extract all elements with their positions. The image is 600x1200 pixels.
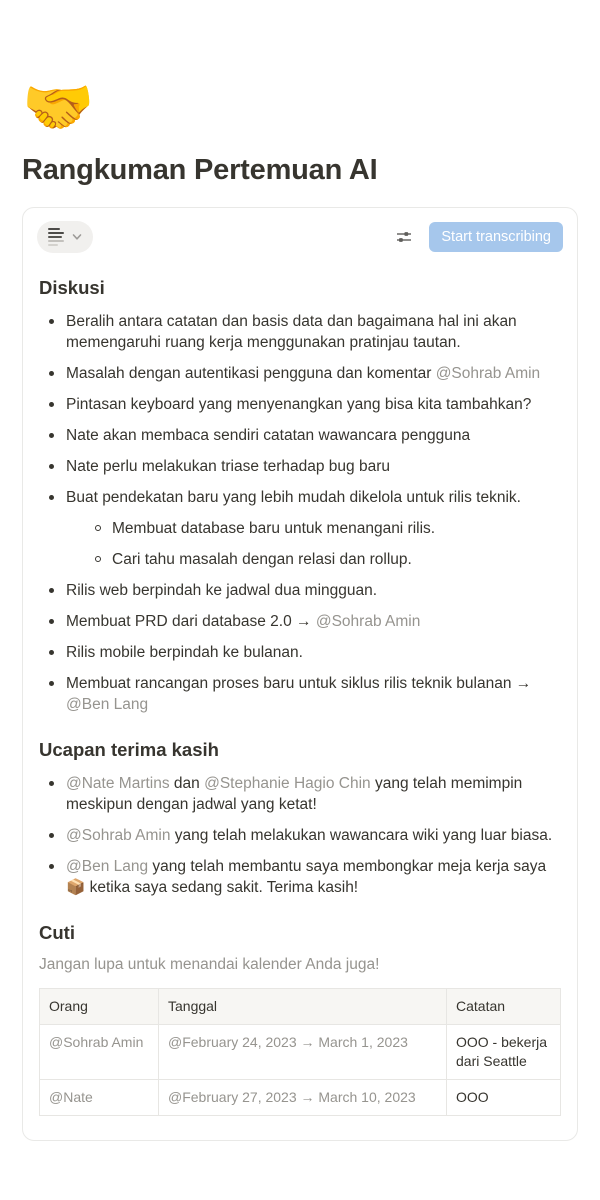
list-item (39, 773, 561, 815)
thanks-list (39, 773, 561, 898)
column-header: Catatan (447, 988, 561, 1024)
list-item (39, 425, 561, 446)
text-segment: Membuat database baru untuk menangani rilis. (112, 519, 436, 537)
list-item-text (66, 363, 561, 384)
timeoff-note: Jangan lupa untuk menandai kalender Anda juga! (39, 955, 380, 973)
toolbar-right-group (393, 222, 563, 252)
list-item-text (66, 825, 561, 846)
list-item (39, 642, 561, 663)
mention[interactable]: @Sohrab Amin (66, 826, 171, 844)
summary-lines-icon (48, 228, 65, 246)
list-item-text (66, 487, 561, 508)
text-segment: OOO - bekerja dari Seattle (456, 1033, 548, 1069)
mention[interactable]: @Sohrab Amin (315, 612, 421, 630)
mention[interactable]: @Ben Lang (66, 857, 149, 875)
column-header: Orang (40, 988, 159, 1024)
list-item (39, 394, 561, 415)
text-segment: OOO (456, 1088, 489, 1105)
text-segment: Masalah dengan autentikasi pengguna dan komentar (66, 364, 436, 382)
text-segment: Nate akan membaca sendiri catatan wawancara pengguna (66, 426, 471, 444)
list-item (39, 487, 561, 570)
card-toolbar (37, 221, 563, 253)
list-item-text (112, 518, 561, 539)
table-row (40, 1079, 561, 1115)
list-item (39, 580, 561, 601)
table-cell (447, 1024, 561, 1079)
section-heading-diskusi: Diskusi (39, 276, 105, 298)
list-item (39, 311, 561, 353)
list-item (39, 363, 561, 384)
text-segment: Beralih antara catatan dan basis data dan bagaimana hal ini akan memengaruhi ruang kerja menggunakan pratinjau tautan. (66, 312, 517, 351)
list-item (39, 856, 561, 898)
mention[interactable]: @Nate (49, 1088, 93, 1105)
table-header-row (40, 988, 561, 1024)
chevron-down-icon (72, 232, 82, 242)
list-item (39, 456, 561, 477)
text-segment: Pintasan keyboard yang menyenangkan yang bisa kita tambahkan? (66, 395, 532, 413)
settings-sliders-icon[interactable] (393, 226, 415, 248)
list-item-text (112, 549, 561, 570)
list-item-text (66, 580, 561, 601)
text-segment: dan (169, 774, 205, 792)
text-segment: Rilis web berpindah ke jadwal dua mingguan. (66, 581, 378, 599)
mention[interactable]: @February 24, 2023 → March 1, 2023 (168, 1033, 408, 1050)
page-title: Rangkuman Pertemuan AI (22, 153, 378, 186)
text-segment: Nate perlu melakukan triase terhadap bug baru (66, 457, 390, 475)
text-segment: Cari tahu masalah dengan relasi dan rollup. (112, 550, 412, 568)
card-content (37, 277, 563, 1116)
summary-type-dropdown[interactable] (37, 221, 93, 253)
ai-summary-card (22, 207, 578, 1141)
text-segment: yang telah membantu saya membongkar meja kerja saya 📦 ketika saya sedang sakit. Terima kasih! (66, 857, 547, 896)
text-segment: Membuat PRD dari database 2.0 → (66, 612, 316, 630)
column-header: Tanggal (159, 988, 447, 1024)
handshake-emoji-icon[interactable]: 🤝 (22, 75, 95, 140)
section-heading-ucapan-terima-kasih: Ucapan terima kasih (39, 738, 219, 760)
mention[interactable]: @February 27, 2023 → March 10, 2023 (168, 1088, 416, 1105)
text-segment: yang telah memimpin meskipun dengan jadwal yang ketat! (66, 774, 523, 813)
table-cell (159, 1024, 447, 1079)
list-item (39, 673, 561, 715)
list-item-text (66, 425, 561, 446)
discussion-list (39, 311, 561, 715)
list-item-text (66, 642, 561, 663)
start-transcribing-button[interactable]: Start transcribing (429, 222, 563, 252)
mention[interactable]: @Nate Martins (66, 774, 170, 792)
mention[interactable]: @Ben Lang (66, 695, 149, 713)
list-item (95, 549, 561, 570)
list-item (39, 611, 561, 632)
sub-list (66, 518, 561, 570)
list-item (95, 518, 561, 539)
text-segment: Membuat rancangan proses baru untuk siklus rilis teknik bulanan → (66, 674, 532, 692)
table-row (40, 1024, 561, 1079)
table-cell (40, 1024, 159, 1079)
list-item (39, 825, 561, 846)
table-cell (159, 1079, 447, 1115)
list-item-text (66, 856, 561, 898)
mention[interactable]: @Sohrab Amin (49, 1033, 144, 1050)
list-item-text (66, 311, 561, 353)
table-cell (447, 1079, 561, 1115)
mention[interactable]: @Sohrab Amin (435, 364, 541, 382)
timeoff-table (39, 988, 561, 1116)
list-item-text (66, 773, 561, 815)
mention[interactable]: @Stephanie Hagio Chin (204, 774, 371, 792)
list-item-text (66, 394, 561, 415)
text-segment: yang telah melakukan wawancara wiki yang luar biasa. (170, 826, 553, 844)
table-cell (40, 1079, 159, 1115)
page (0, 76, 600, 1141)
list-item-text (66, 673, 561, 715)
text-segment: Buat pendekatan baru yang lebih mudah dikelola untuk rilis teknik. (66, 488, 521, 506)
text-segment: Rilis mobile berpindah ke bulanan. (66, 643, 303, 661)
list-item-text (66, 456, 561, 477)
list-item-text (66, 611, 561, 632)
section-heading-cuti: Cuti (39, 921, 75, 943)
